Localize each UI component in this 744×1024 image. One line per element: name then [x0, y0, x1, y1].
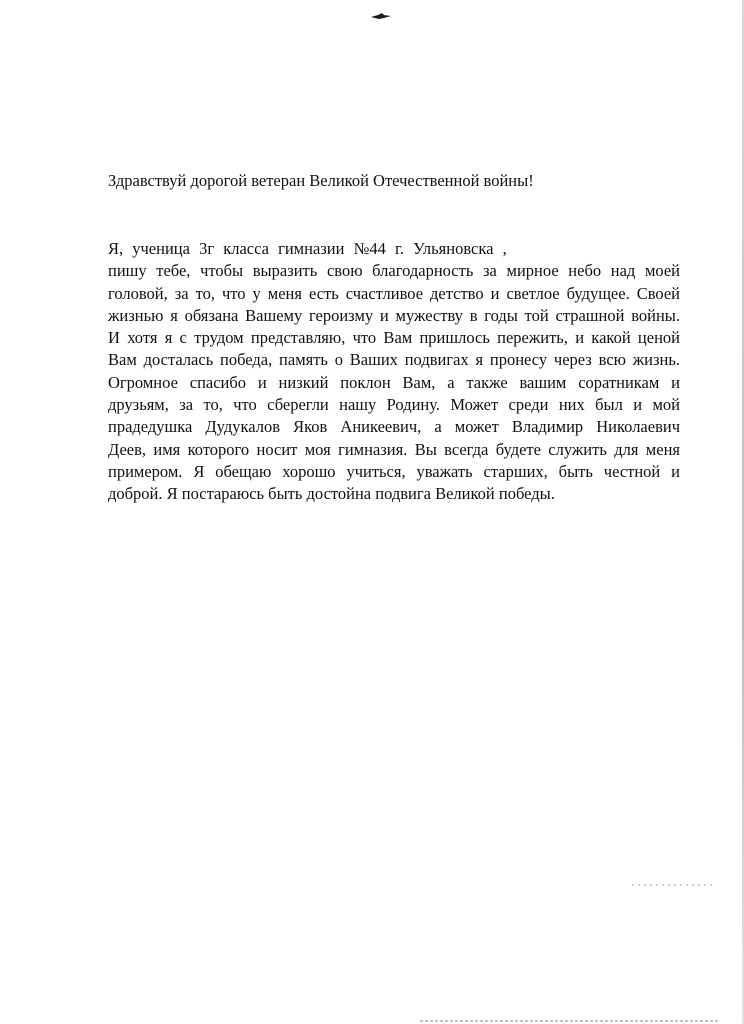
letter-line: головой, за то, что у меня есть счастливое детство и светлое будущее. Своей: [108, 283, 680, 303]
scan-mark-icon: [370, 12, 392, 20]
letter-line: жизнью я обязана Вашему героизму и мужеству в годы той страшной войны.: [108, 305, 680, 325]
letter-greeting: Здравствуй дорогой ветеран Великой Отечественной войны!: [108, 171, 534, 190]
letter-line: прадедушка Дудукалов Яков Аникеевич, а может Владимир Николаевич: [108, 417, 680, 437]
scan-edge-bottom: [420, 1020, 720, 1022]
scan-noise: [632, 884, 712, 886]
letter-line: доброй. Я постараюсь быть достойна подвига Великой победы.: [108, 484, 555, 504]
letter-line: И хотя я с трудом представляю, что Вам пришлось пережить, и какой ценой: [108, 328, 680, 348]
letter-line: примером. Я обещаю хорошо учиться, уважать старших, быть честной и: [108, 461, 680, 481]
letter-line: Я, ученица 3г класса гимназии №44 г. Ульяновска ,: [108, 239, 507, 258]
letter-line: пишу тебе, чтобы выразить свою благодарность за мирное небо над моей: [108, 261, 680, 281]
letter-line: Вам досталась победа, память о Ваших подвигах я пронесу через всю жизнь.: [108, 350, 680, 370]
letter-line: друзьям, за то, что сберегли нашу Родину. Может среди них был и мой: [108, 395, 680, 415]
letter-line: Деев, имя которого носит моя гимназия. Вы всегда будете служить для меня: [108, 439, 680, 459]
letter-body: [108, 238, 680, 506]
letter-line: Огромное спасибо и низкий поклон Вам, а также вашим соратникам и: [108, 372, 680, 392]
